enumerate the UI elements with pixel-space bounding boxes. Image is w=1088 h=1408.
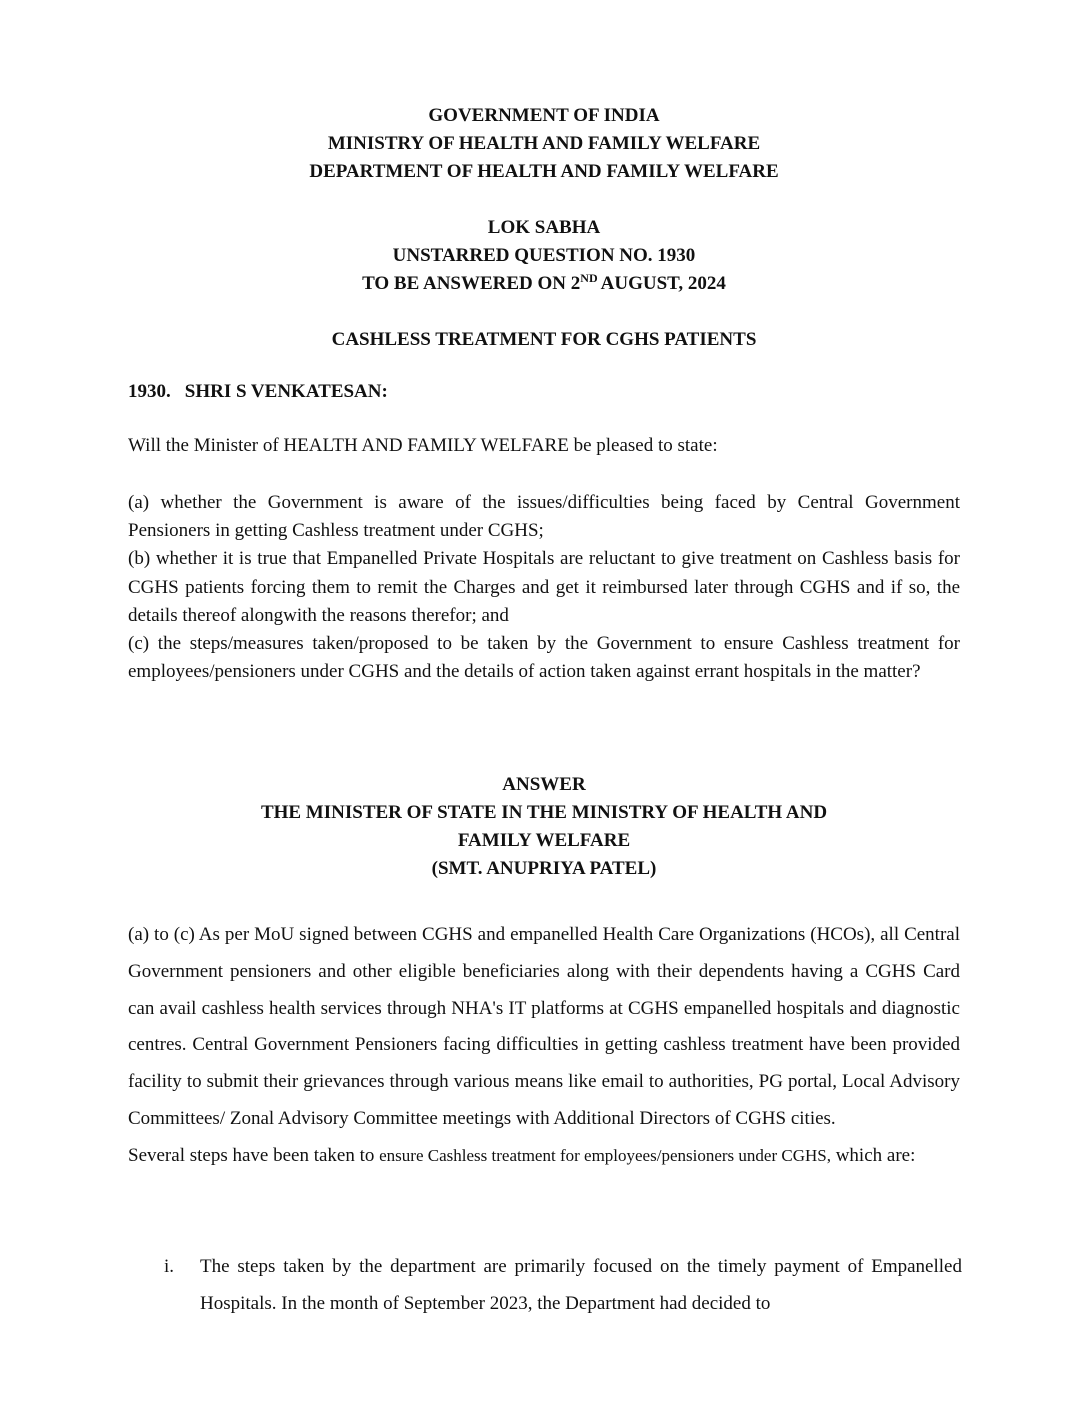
header-department: DEPARTMENT OF HEALTH AND FAMILY WELFARE <box>309 161 779 182</box>
list-marker: i. <box>164 1256 175 1277</box>
question-meta-block <box>0 214 1088 298</box>
member-name: SHRI S VENKATESAN: <box>184 381 388 402</box>
answer-body <box>128 917 960 1175</box>
question-heading <box>128 378 388 406</box>
list-item <box>128 1248 962 1322</box>
question-part-a: (a) whether the Government is aware of the issues/difficulties being faced by Central Government Pensioners in getting Cashless treatment under CGHS; <box>128 492 960 542</box>
answer-date <box>0 270 1088 298</box>
minister-title-line1: THE MINISTER OF STATE IN THE MINISTRY OF HEALTH AND <box>260 802 828 823</box>
answer-paragraph-2-start: Several steps have been taken to <box>128 1144 380 1166</box>
house-name: LOK SABHA <box>487 217 601 238</box>
subject-block <box>0 326 1088 354</box>
question-intro-text: Will the Minister of HEALTH AND FAMILY WELFARE be pleased to state: <box>128 435 718 456</box>
list-item-text: The steps taken by the department are primarily focused on the timely payment of Empanelled Hospitals. In the month of September 2023, the Department had decided to <box>200 1256 962 1314</box>
answer-date-suffix: ND <box>580 271 598 285</box>
answer-paragraph-2-small: ensure Cashless treatment for employees/pensioners under CGHS, <box>379 1145 831 1165</box>
minister-name: (SMT. ANUPRIYA PATEL) <box>431 858 657 879</box>
question-part-b: (b) whether it is true that Empanelled Private Hospitals are reluctant to give treatment on Cashless basis for CGHS patients forcing them to remit the Charges and get it reimbursed later through CGHS and if so, the details thereof alongwith the reasons therefor; and <box>128 548 960 626</box>
header-government: GOVERNMENT OF INDIA <box>428 105 660 126</box>
answer-label: ANSWER <box>502 774 586 795</box>
header-ministry: MINISTRY OF HEALTH AND FAMILY WELFARE <box>327 133 761 154</box>
answer-header-block <box>0 771 1088 883</box>
question-part-c: (c) the steps/measures taken/proposed to be taken by the Government to ensure Cashless treatment for employees/pensioners under CGHS and the details of action taken against errant hospitals in the matter? <box>128 633 960 683</box>
header-block <box>0 102 1088 186</box>
answer-paragraph-2-end: which are: <box>830 1144 916 1166</box>
question-type: UNSTARRED QUESTION NO. 1930 <box>392 245 696 266</box>
answer-paragraph-1: (a) to (c) As per MoU signed between CGHS and empanelled Health Care Organizations (HCOs), all Central Government pensioners and other eligible beneficiaries along with their dependents having a CGHS Card can avail cashless health services through NHA's IT platforms at CGHS empanelled hospitals and diagnostic centres. Central Government Pensioners facing difficulties in getting cashless treatment have been provided facility to submit their grievances through various means like email to authorities, PG portal, Local Advisory Committees/ Zonal Advisory Committee meetings with Additional Directors of CGHS cities. <box>128 924 960 1129</box>
answer-paragraph-2 <box>128 1138 960 1175</box>
question-parts <box>128 489 960 686</box>
minister-title-line2: FAMILY WELFARE <box>457 830 631 851</box>
question-number: 1930. <box>128 381 171 402</box>
question-intro <box>128 432 960 460</box>
subject-title: CASHLESS TREATMENT FOR CGHS PATIENTS <box>331 329 757 350</box>
answer-date-prefix: TO BE ANSWERED ON 2 <box>362 273 581 294</box>
answer-date-rest: AUGUST, 2024 <box>600 273 726 294</box>
